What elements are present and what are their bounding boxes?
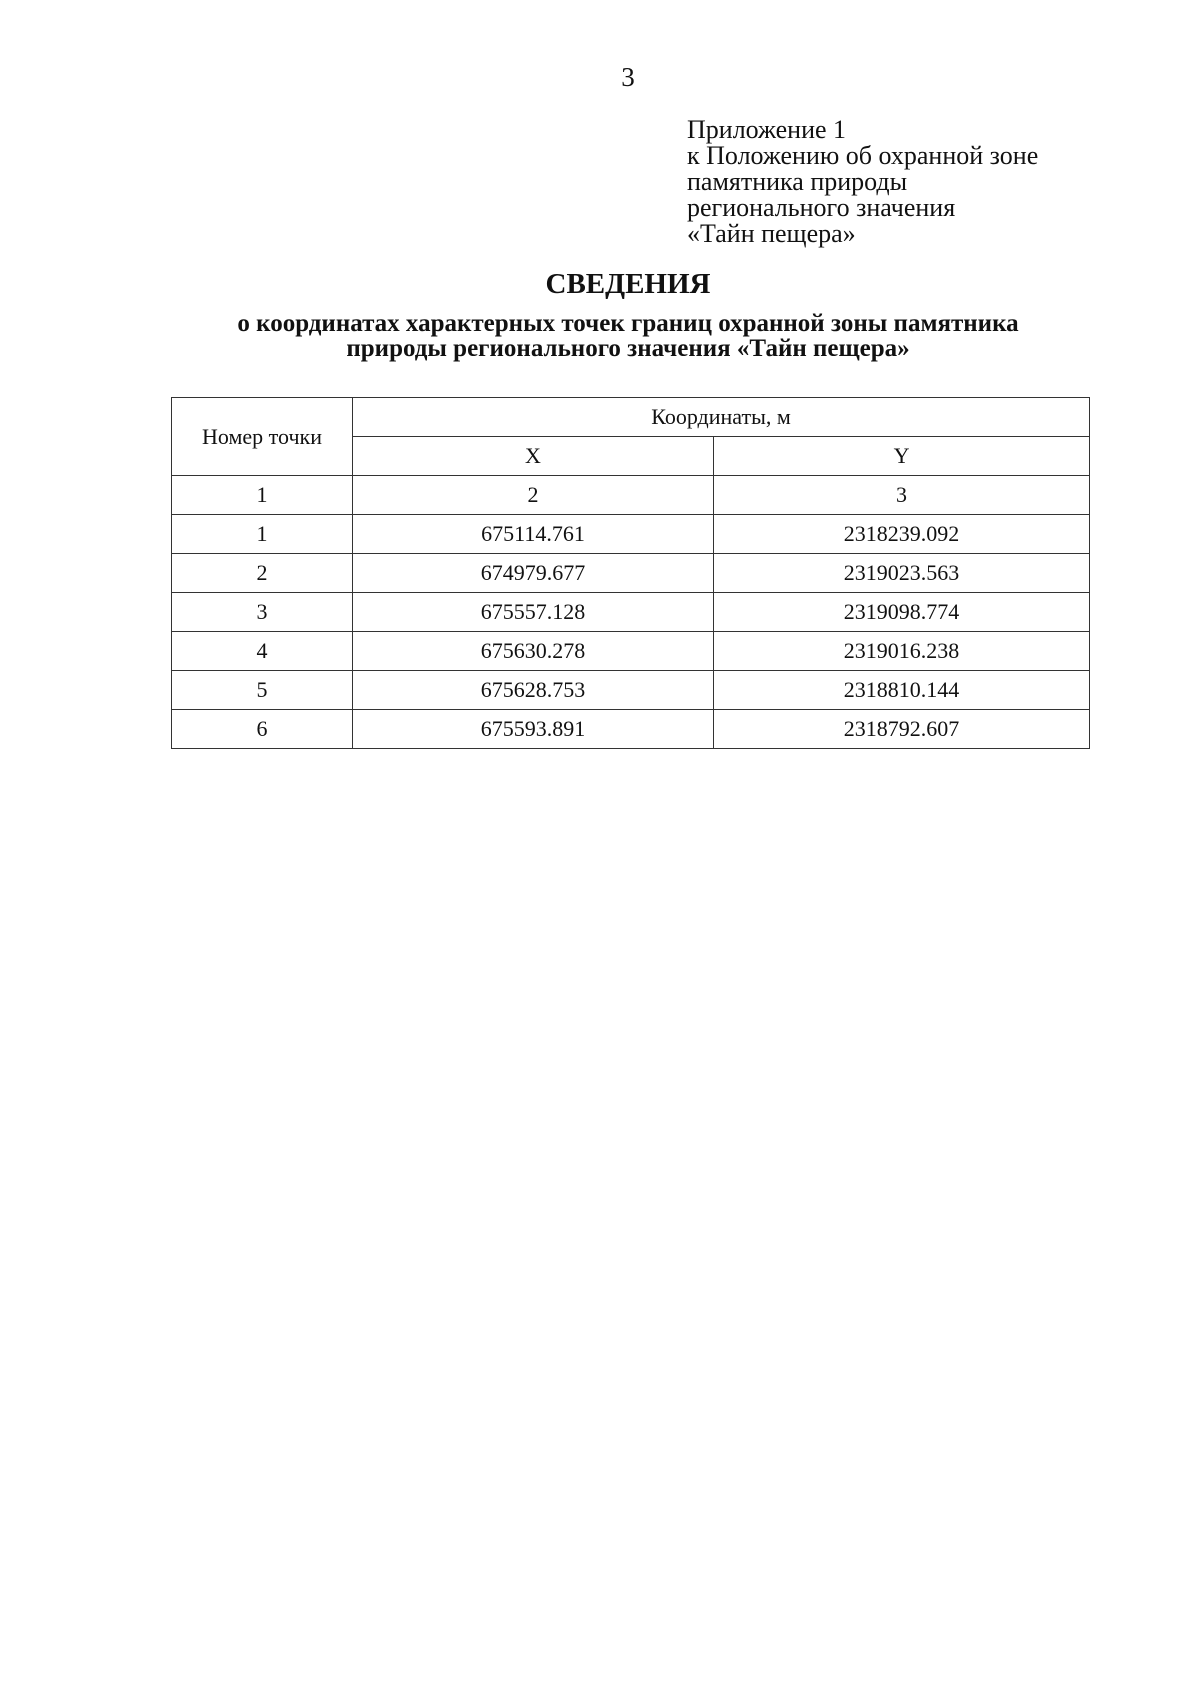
point-number: 1 xyxy=(172,515,353,554)
header-coordinates: Координаты, м xyxy=(353,398,1090,437)
point-number: 2 xyxy=(172,554,353,593)
coord-y: 2318792.607 xyxy=(714,710,1090,749)
point-number: 6 xyxy=(172,710,353,749)
coord-y: 2318239.092 xyxy=(714,515,1090,554)
page-number: 3 xyxy=(621,62,635,92)
coord-x: 674979.677 xyxy=(353,554,714,593)
coord-y: 2319023.563 xyxy=(714,554,1090,593)
column-number: 1 xyxy=(172,476,353,515)
column-number: 2 xyxy=(353,476,714,515)
coordinates-table xyxy=(171,397,1090,749)
column-number: 3 xyxy=(714,476,1090,515)
annex-line: памятника природы xyxy=(687,167,908,196)
coord-y: 2318810.144 xyxy=(714,671,1090,710)
annex-line: Приложение 1 xyxy=(687,115,847,144)
document-subtitle xyxy=(0,311,1200,361)
column-number-row xyxy=(172,476,1090,515)
annex-line: к Положению об охранной зоне xyxy=(687,141,1039,170)
point-number: 3 xyxy=(172,593,353,632)
table-row xyxy=(172,671,1090,710)
coord-x: 675593.891 xyxy=(353,710,714,749)
coord-x: 675557.128 xyxy=(353,593,714,632)
table-row xyxy=(172,710,1090,749)
subtitle-line: о координатах характерных точек границ охранной зоны памятника xyxy=(237,310,1019,337)
document-title: СВЕДЕНИЯ xyxy=(545,268,711,300)
table-header-row xyxy=(172,398,1090,437)
coord-x: 675628.753 xyxy=(353,671,714,710)
header-x: X xyxy=(353,437,714,476)
table-row xyxy=(172,515,1090,554)
coord-y: 2319016.238 xyxy=(714,632,1090,671)
header-point-number: Номер точки xyxy=(172,398,353,476)
header-y: Y xyxy=(714,437,1090,476)
annex-line: регионального значения xyxy=(687,193,956,222)
coord-x: 675114.761 xyxy=(353,515,714,554)
coord-x: 675630.278 xyxy=(353,632,714,671)
table-row xyxy=(172,593,1090,632)
annex-block xyxy=(687,117,1038,247)
coord-y: 2319098.774 xyxy=(714,593,1090,632)
table-row xyxy=(172,632,1090,671)
table-row xyxy=(172,554,1090,593)
point-number: 4 xyxy=(172,632,353,671)
point-number: 5 xyxy=(172,671,353,710)
subtitle-line: природы регионального значения «Тайн пещера» xyxy=(346,335,910,362)
annex-line: «Тайн пещера» xyxy=(687,219,856,248)
